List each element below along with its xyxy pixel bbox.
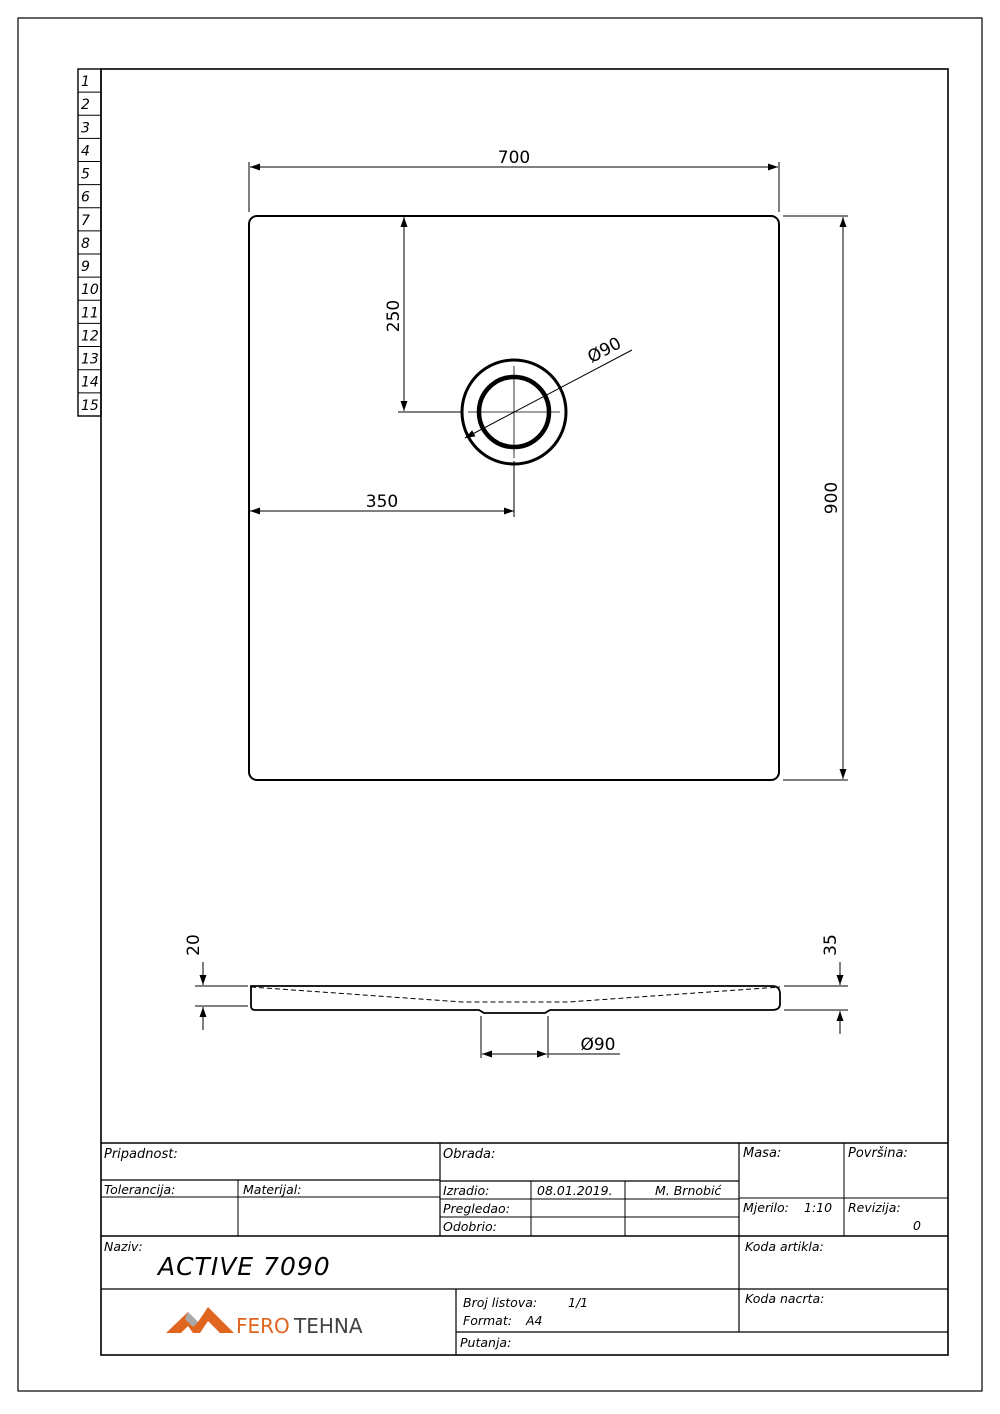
revision-row-1: 1: [81, 74, 90, 90]
revision-row-4: 4: [81, 143, 90, 160]
materijal-label: Materijal:: [243, 1182, 302, 1197]
povrsina-label: Površina:: [848, 1146, 908, 1161]
izradio-date: 08.01.2019.: [537, 1183, 613, 1198]
naziv-label: Naziv:: [104, 1239, 143, 1254]
logo-text-tehna: TEHNA: [294, 1314, 363, 1338]
masa-label: Masa:: [743, 1146, 782, 1161]
obrada-label: Obrada:: [443, 1147, 496, 1162]
side-view: [184, 934, 848, 1058]
logo-text-fero: FERO: [236, 1314, 290, 1338]
revision-row-12: 12: [81, 328, 99, 345]
dim-height-label: 900: [822, 481, 842, 515]
pripadnost-label: Pripadnost:: [104, 1147, 178, 1162]
revision-row-14: 14: [81, 374, 99, 391]
izradio-label: Izradio:: [443, 1183, 490, 1198]
revision-strip: [78, 69, 101, 416]
revision-row-2: 2: [81, 97, 90, 114]
tolerancija-label: Tolerancija:: [104, 1182, 176, 1197]
tray-profile: [251, 986, 780, 1013]
format-label: Format:: [463, 1313, 512, 1328]
revision-row-5: 5: [81, 166, 90, 183]
revision-row-7: 7: [81, 212, 90, 229]
putanja-label: Putanja:: [460, 1335, 512, 1350]
ferotehna-logo: [166, 1307, 363, 1338]
inner-border: [101, 69, 948, 1355]
broj-listova-label: Broj listova:: [463, 1295, 538, 1310]
revision-row-15: 15: [81, 397, 99, 414]
dim-drain-y-label: 250: [384, 299, 404, 333]
koda-nacrta-label: Koda nacrta:: [745, 1291, 825, 1306]
revizija-label: Revizija:: [848, 1200, 901, 1215]
koda-artikla-label: Koda artikla:: [745, 1239, 824, 1254]
format-value: A4: [526, 1313, 543, 1328]
broj-listova-value: 1/1: [568, 1295, 589, 1310]
naziv-value: ACTIVE 7090: [158, 1252, 331, 1281]
mjerilo-value: 1:10: [804, 1200, 833, 1215]
revizija-value: 0: [913, 1218, 921, 1233]
revision-row-6: 6: [81, 189, 90, 206]
revision-row-8: 8: [81, 235, 90, 252]
drain-slope: [251, 987, 780, 1002]
dim-drain-x-label: 350: [365, 492, 399, 512]
dim-side-left-label: 20: [184, 934, 204, 956]
revision-row-10: 10: [81, 282, 99, 299]
revision-row-11: 11: [81, 305, 99, 322]
odobrio-label: Odobrio:: [443, 1219, 497, 1234]
dim-width-label: 700: [497, 148, 531, 168]
pregledao-label: Pregledao:: [443, 1201, 510, 1216]
top-view: [249, 148, 848, 780]
drain-diameter-top-label: Ø90: [584, 333, 625, 368]
izradio-name: M. Brnobić: [655, 1183, 722, 1198]
dim-side-right-label: 35: [821, 934, 841, 956]
revision-row-9: 9: [81, 259, 90, 276]
mjerilo-label: Mjerilo:: [743, 1200, 789, 1215]
dim-drain-side-label: Ø90: [580, 1035, 616, 1055]
revision-row-13: 13: [81, 351, 99, 368]
logo-mountain-icon: [166, 1307, 234, 1333]
revision-row-3: 3: [81, 120, 90, 137]
